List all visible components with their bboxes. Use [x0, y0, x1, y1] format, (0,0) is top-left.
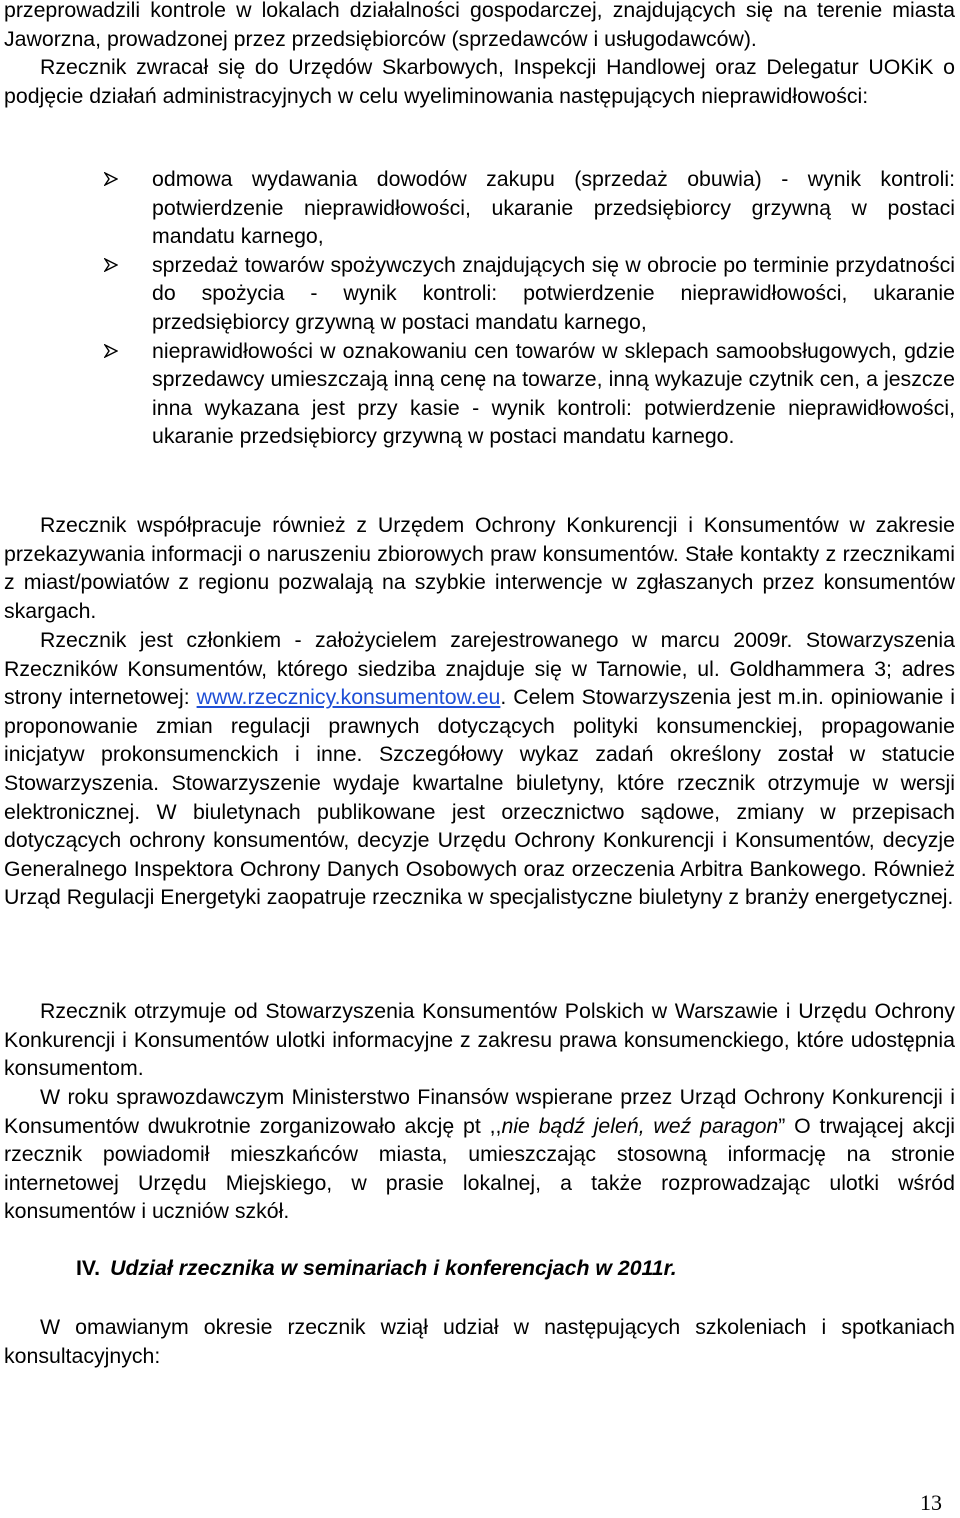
- page-number: 13: [920, 1490, 942, 1515]
- list-item: [104, 251, 955, 337]
- list-item-text: odmowa wydawania dowodów zakupu (sprzedaż obuwia) - wynik kontroli: potwierdzenie nieprawidłowości, ukaranie przedsiębiorcy grzywną w postaci mandatu karnego,: [152, 167, 955, 249]
- section-heading: [76, 1254, 677, 1283]
- association-website-link[interactable]: www.rzecznicy.konsumentow.eu: [196, 685, 501, 710]
- arrowhead-bullet-icon: [104, 172, 118, 186]
- cooperation-paragraph: Rzecznik współpracuje również z Urzędem Ochrony Konkurencji i Konsumentów w zakresie przekazywania informacji o naruszeniu zbiorowych praw konsumentów. Stałe kontakty z rzecznikami z miast/powiatów z regionu pozwalają na szybkie interwencje w zgłaszanych przez konsumentów skargach.: [4, 513, 955, 623]
- list-item: [104, 165, 955, 251]
- section-title: Udział rzecznika w seminariach i konferencjach w 2011r.: [110, 1256, 677, 1280]
- intro-line-1: przeprowadzili kontrole w lokalach działalności gospodarczej, znajdujących się na terenie miasta Jaworzna, prowadzonej przez przedsiębiorców (sprzedawców i usługodawców).: [4, 0, 955, 51]
- association-text-start: Rzecznik jest członkiem - założycielem zarejestrowanego w marcu 2009r. Stowarzyszenia Rzeczników Konsumentów, którego siedziba znajduje się w Tarnowie, ul. Goldhammera 3; adres strony internetowej:: [4, 628, 955, 710]
- campaign-text-end: ” O trwającej akcji rzecznik powiadomił mieszkańców miasta, umieszczając stosowną informację na stronie internetowej Urzędu Miejskiego, w prasie lokalnej, a także rozprowadzając ulotki wśród konsumentów i uczniów szkół.: [4, 1113, 955, 1224]
- association-paragraph: [4, 626, 955, 912]
- arrowhead-bullet-icon: [104, 344, 118, 358]
- arrowhead-bullet-icon: [104, 258, 118, 272]
- leaflets-paragraph: Rzecznik otrzymuje od Stowarzyszenia Konsumentów Polskich w Warszawie i Urzędu Ochrony Konkurencji i Konsumentów ulotki informacyjne z zakresu prawa konsumenckiego, które udostępnia konsumentom.: [4, 999, 955, 1081]
- campaign-name: nie bądź jeleń, weź paragon: [501, 1113, 779, 1138]
- intro-paragraph: [4, 0, 955, 110]
- section-number: IV.: [76, 1256, 101, 1280]
- campaign-text-start: W roku sprawozdawczym Ministerstwo Finansów wspierane przez Urząd Ochrony Konkurencji i Konsumentów dwukrotnie zorganizowało akcję pt ,,: [4, 1085, 955, 1138]
- list-item: [104, 337, 955, 451]
- closing-paragraph: W omawianym okresie rzecznik wziął udział w następujących szkoleniach i spotkaniach konsultacyjnych:: [4, 1315, 955, 1368]
- list-item-text: sprzedaż towarów spożywczych znajdujących się w obrocie po terminie przydatności do spożycia - wynik kontroli: potwierdzenie nieprawidłowości, ukaranie przedsiębiorcy grzywną w postaci mandatu karnego,: [152, 252, 955, 334]
- list-item-text: nieprawidłowości w oznakowaniu cen towarów w sklepach samoobsługowych, gdzie sprzedawcy umieszczają inną cenę na towarze, inną wykazuje czytnik cen, a jeszcze inna wykazana jest przy kasie - wynik kontroli: potwierdzenie nieprawidłowości, ukaranie przedsiębiorcy grzywną w postaci mandatu karnego.: [152, 338, 955, 449]
- intro-line-2: Rzecznik zwracał się do Urzędów Skarbowych, Inspekcji Handlowej oraz Delegatur UOKiK o podjęcie działań administracyjnych w celu wyeliminowania następujących nieprawidłowości:: [4, 55, 955, 108]
- irregularities-list: [104, 165, 955, 451]
- association-text-end: . Celem Stowarzyszenia jest m.in. opiniowanie i proponowanie zmian regulacji prawnych dotyczących polityki konsumenckiej, propagowanie inicjatyw prokonsumenckich i inne. Szczegółowy wykaz zadań określony został w statucie Stowarzyszenia. Stowarzyszenie wydaje kwartalne biuletyny, które rzecznik otrzymuje w wersji elektronicznej. W biuletynach publikowane jest orzecznictwo sądowe, zmiany w przepisach dotyczących ochrony konsumentów, decyzje Urzędu Ochrony Konkurencji i Konsumentów, decyzje Generalnego Inspektora Ochrony Danych Osobowych oraz orzeczenia Arbitra Bankowego. Również Urząd Regulacji Energetyki zaopatruje rzecznika w specjalistyczne biuletyny z branży energetycznej.: [4, 685, 955, 910]
- campaign-paragraph: [4, 1083, 955, 1226]
